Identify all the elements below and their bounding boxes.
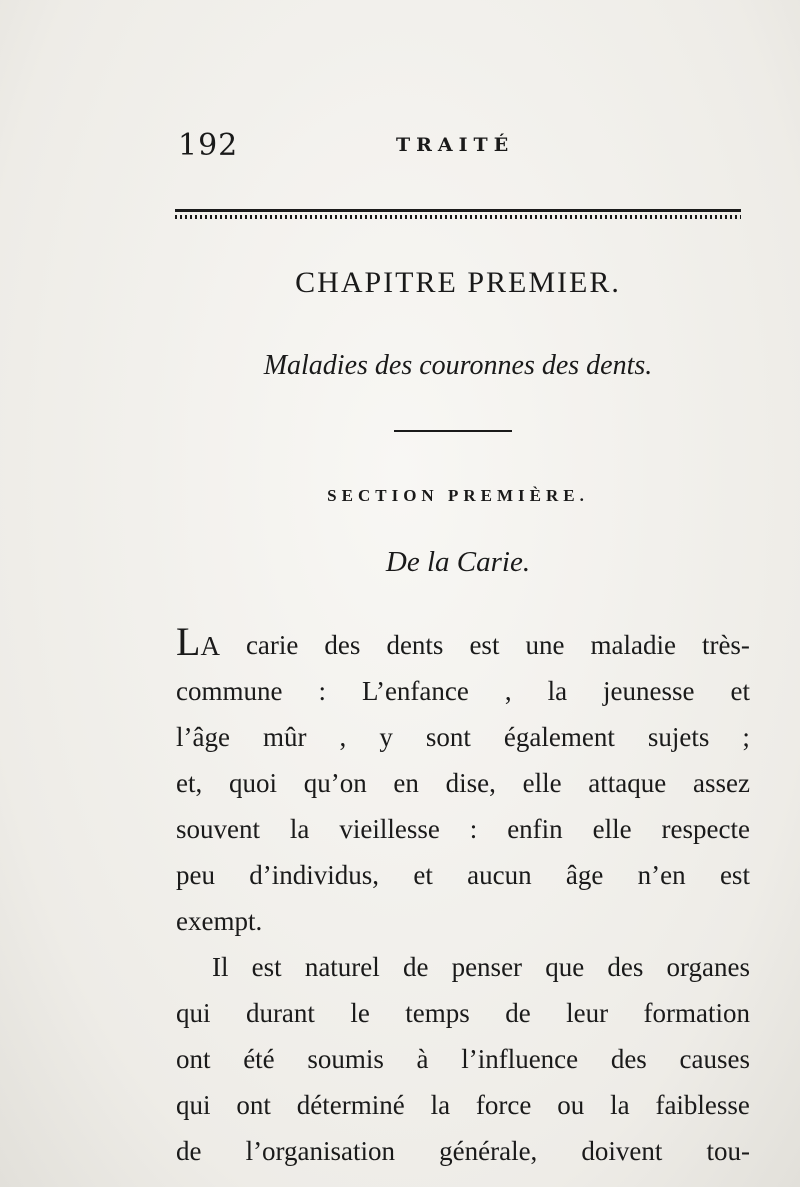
text-line: qui ont déterminé la force ou la faiblesse <box>176 1090 750 1120</box>
chapter-title: CHAPITRE PREMIER. <box>295 266 621 299</box>
text-line: l’âge mûr , y sont également sujets ; <box>176 722 750 752</box>
text-line: commune : L’enfance , la jeunesse et <box>176 676 750 706</box>
text-line: LA carie des dents est une maladie très- <box>176 619 750 664</box>
page-header <box>178 128 746 168</box>
body-text <box>176 619 750 1174</box>
text-line: ont été soumis à l’influence des causes <box>176 1044 750 1074</box>
text-line: exempt. <box>176 906 263 936</box>
text-line: qui durant le temps de leur formation <box>176 998 750 1028</box>
text-line: Il est naturel de penser que des organes <box>212 952 750 982</box>
chapter-subtitle: Maladies des couronnes des dents. <box>263 350 653 381</box>
page-number: 192 <box>178 128 239 163</box>
section-title: SECTION PREMIÈRE. <box>327 486 589 505</box>
header-rule <box>175 209 741 221</box>
running-title: TRAITÉ <box>396 134 515 156</box>
section-subtitle: De la Carie. <box>385 546 531 578</box>
text-line: et, quoi qu’on en dise, elle attaque assez <box>176 768 750 798</box>
text-line: de l’organisation générale, doivent tou- <box>176 1136 750 1166</box>
text-line: souvent la vieillesse : enfin elle respecte <box>176 814 750 844</box>
text-line: peu d’individus, et aucun âge n’en est <box>176 860 750 890</box>
section-divider <box>394 430 512 432</box>
